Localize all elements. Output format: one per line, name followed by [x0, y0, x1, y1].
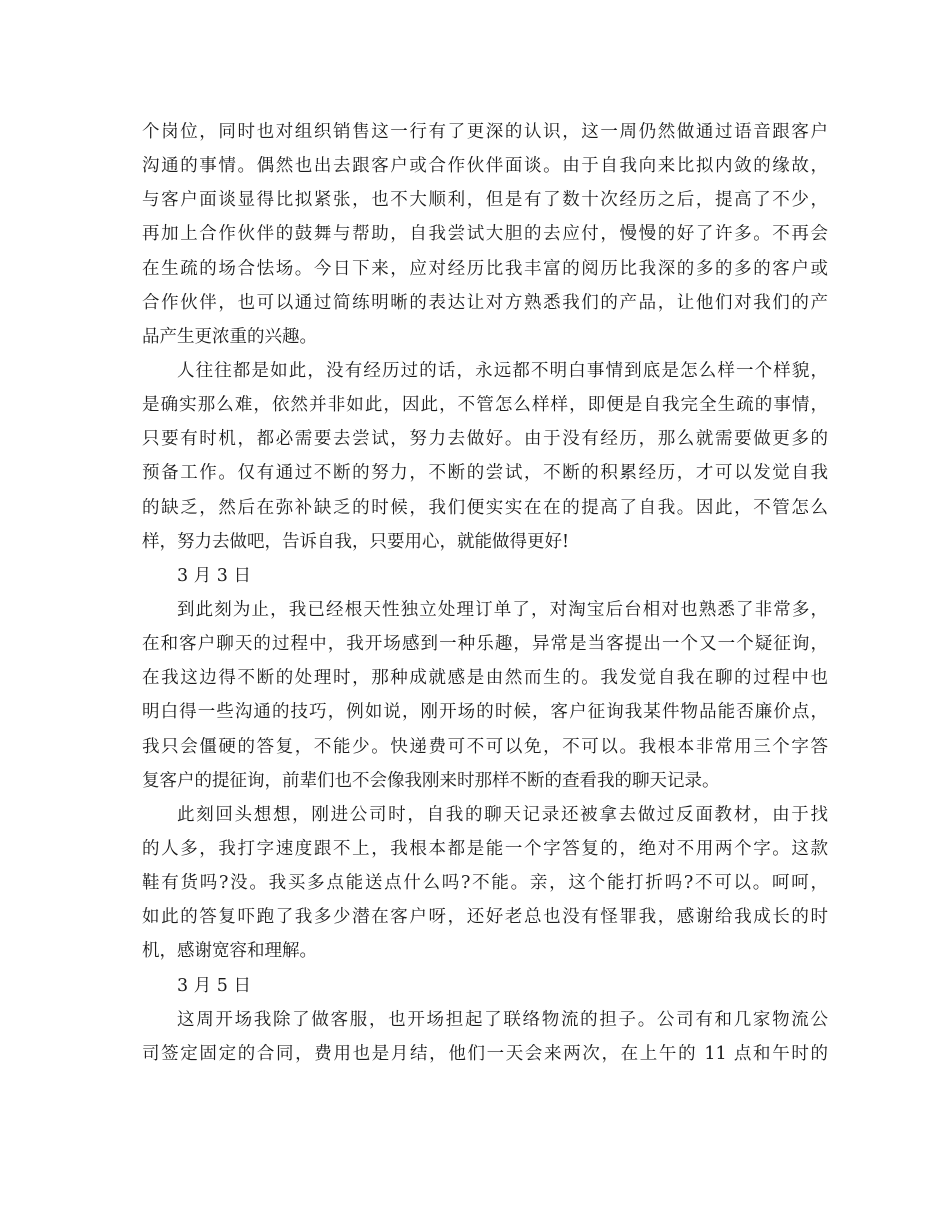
- text-line: 明白得一些沟通的技巧，例如说，刚开场的时候，客户征询我某件物品能否廉价点，: [142, 702, 828, 723]
- text-line: 这周开场我除了做客服，也开场担起了联络物流的担子。公司有和几家物流公: [177, 1009, 828, 1030]
- text-line: 3 月 3 日: [177, 565, 251, 586]
- text-line: 在生疏的场合怯场。今日下来，应对经历比我丰富的阅历比我深的多的多的客户或: [142, 258, 828, 279]
- text-line: 只要有时机，都必需要去尝试，努力去做好。由于没有经历，那么就需要做更多的: [142, 429, 828, 450]
- text-line: 鞋有货吗?没。我买多点能送点什么吗?不能。亲，这个能打折吗?不可以。呵呵，: [142, 873, 828, 894]
- text-line: 司签定固定的合同，费用也是月结，他们一天会来两次，在上午的 11 点和午时的: [142, 1043, 828, 1064]
- document-body: [142, 115, 828, 1071]
- text-line: 是确实那么难，依然并非如此，因此，不管怎么样样，即便是自我完全生疏的事情，: [142, 395, 828, 416]
- text-line: 合作伙伴，也可以通过简练明晰的表达让对方熟悉我们的产品，让他们对我们的产: [142, 292, 828, 313]
- text-line: 我只会僵硬的答复，不能少。快递费可不可以免，不可以。我根本非常用三个字答: [142, 736, 828, 757]
- text-line: 此刻回头想想，刚进公司时，自我的聊天记录还被拿去做过反面教材，由于找: [177, 804, 828, 825]
- text-line: 3 月 5 日: [177, 975, 251, 996]
- text-line: 复客户的提征询，前辈们也不会像我刚来时那样不断的查看我的聊天记录。: [142, 770, 720, 791]
- text-line: 机，感谢宽容和理解。: [142, 941, 317, 962]
- text-line: 沟通的事情。偶然也出去跟客户或合作伙伴面谈。由于自我向来比拟内敛的缘故，: [142, 156, 828, 177]
- text-line: 在我这边得不断的处理时，那种成就感是由然而生的。我发觉自我在聊的过程中也: [142, 668, 828, 689]
- text-line: 个岗位，同时也对组织销售这一行有了更深的认识，这一周仍然做通过语音跟客户: [142, 122, 828, 142]
- text-line: 到此刻为止，我已经根天性独立处理订单了，对淘宝后台相对也熟悉了非常多，: [177, 599, 828, 620]
- text-line: 如此的答复吓跑了我多少潜在客户呀，还好老总也没有怪罪我，感谢给我成长的时: [142, 907, 828, 928]
- text-line: 在和客户聊天的过程中，我开场感到一种乐趣，异常是当客提出一个又一个疑征询，: [142, 634, 828, 655]
- text-line: 的缺乏，然后在弥补缺乏的时候，我们便实实在在的提高了自我。因此，不管怎么: [142, 497, 828, 518]
- text-line: 与客户面谈显得比拟紧张，也不大顺利，但是有了数十次经历之后，提高了不少，: [142, 190, 828, 211]
- text-line: 再加上合作伙伴的鼓舞与帮助，自我尝试大胆的去应付，慢慢的好了许多。不再会: [142, 224, 828, 245]
- text-line: 品产生更浓重的兴趣。: [142, 326, 317, 347]
- text-line: 样，努力去做吧，告诉自我，只要用心，就能做得更好!: [142, 531, 570, 552]
- text-line: 的人多，我打字速度跟不上，我根本都是能一个字答复的，绝对不用两个字。这款: [142, 838, 828, 859]
- text-line: 人往往都是如此，没有经历过的话，永远都不明白事情到底是怎么样一个样貌，: [177, 360, 828, 381]
- text-line: 预备工作。仅有通过不断的努力，不断的尝试，不断的积累经历，才可以发觉自我: [142, 463, 828, 484]
